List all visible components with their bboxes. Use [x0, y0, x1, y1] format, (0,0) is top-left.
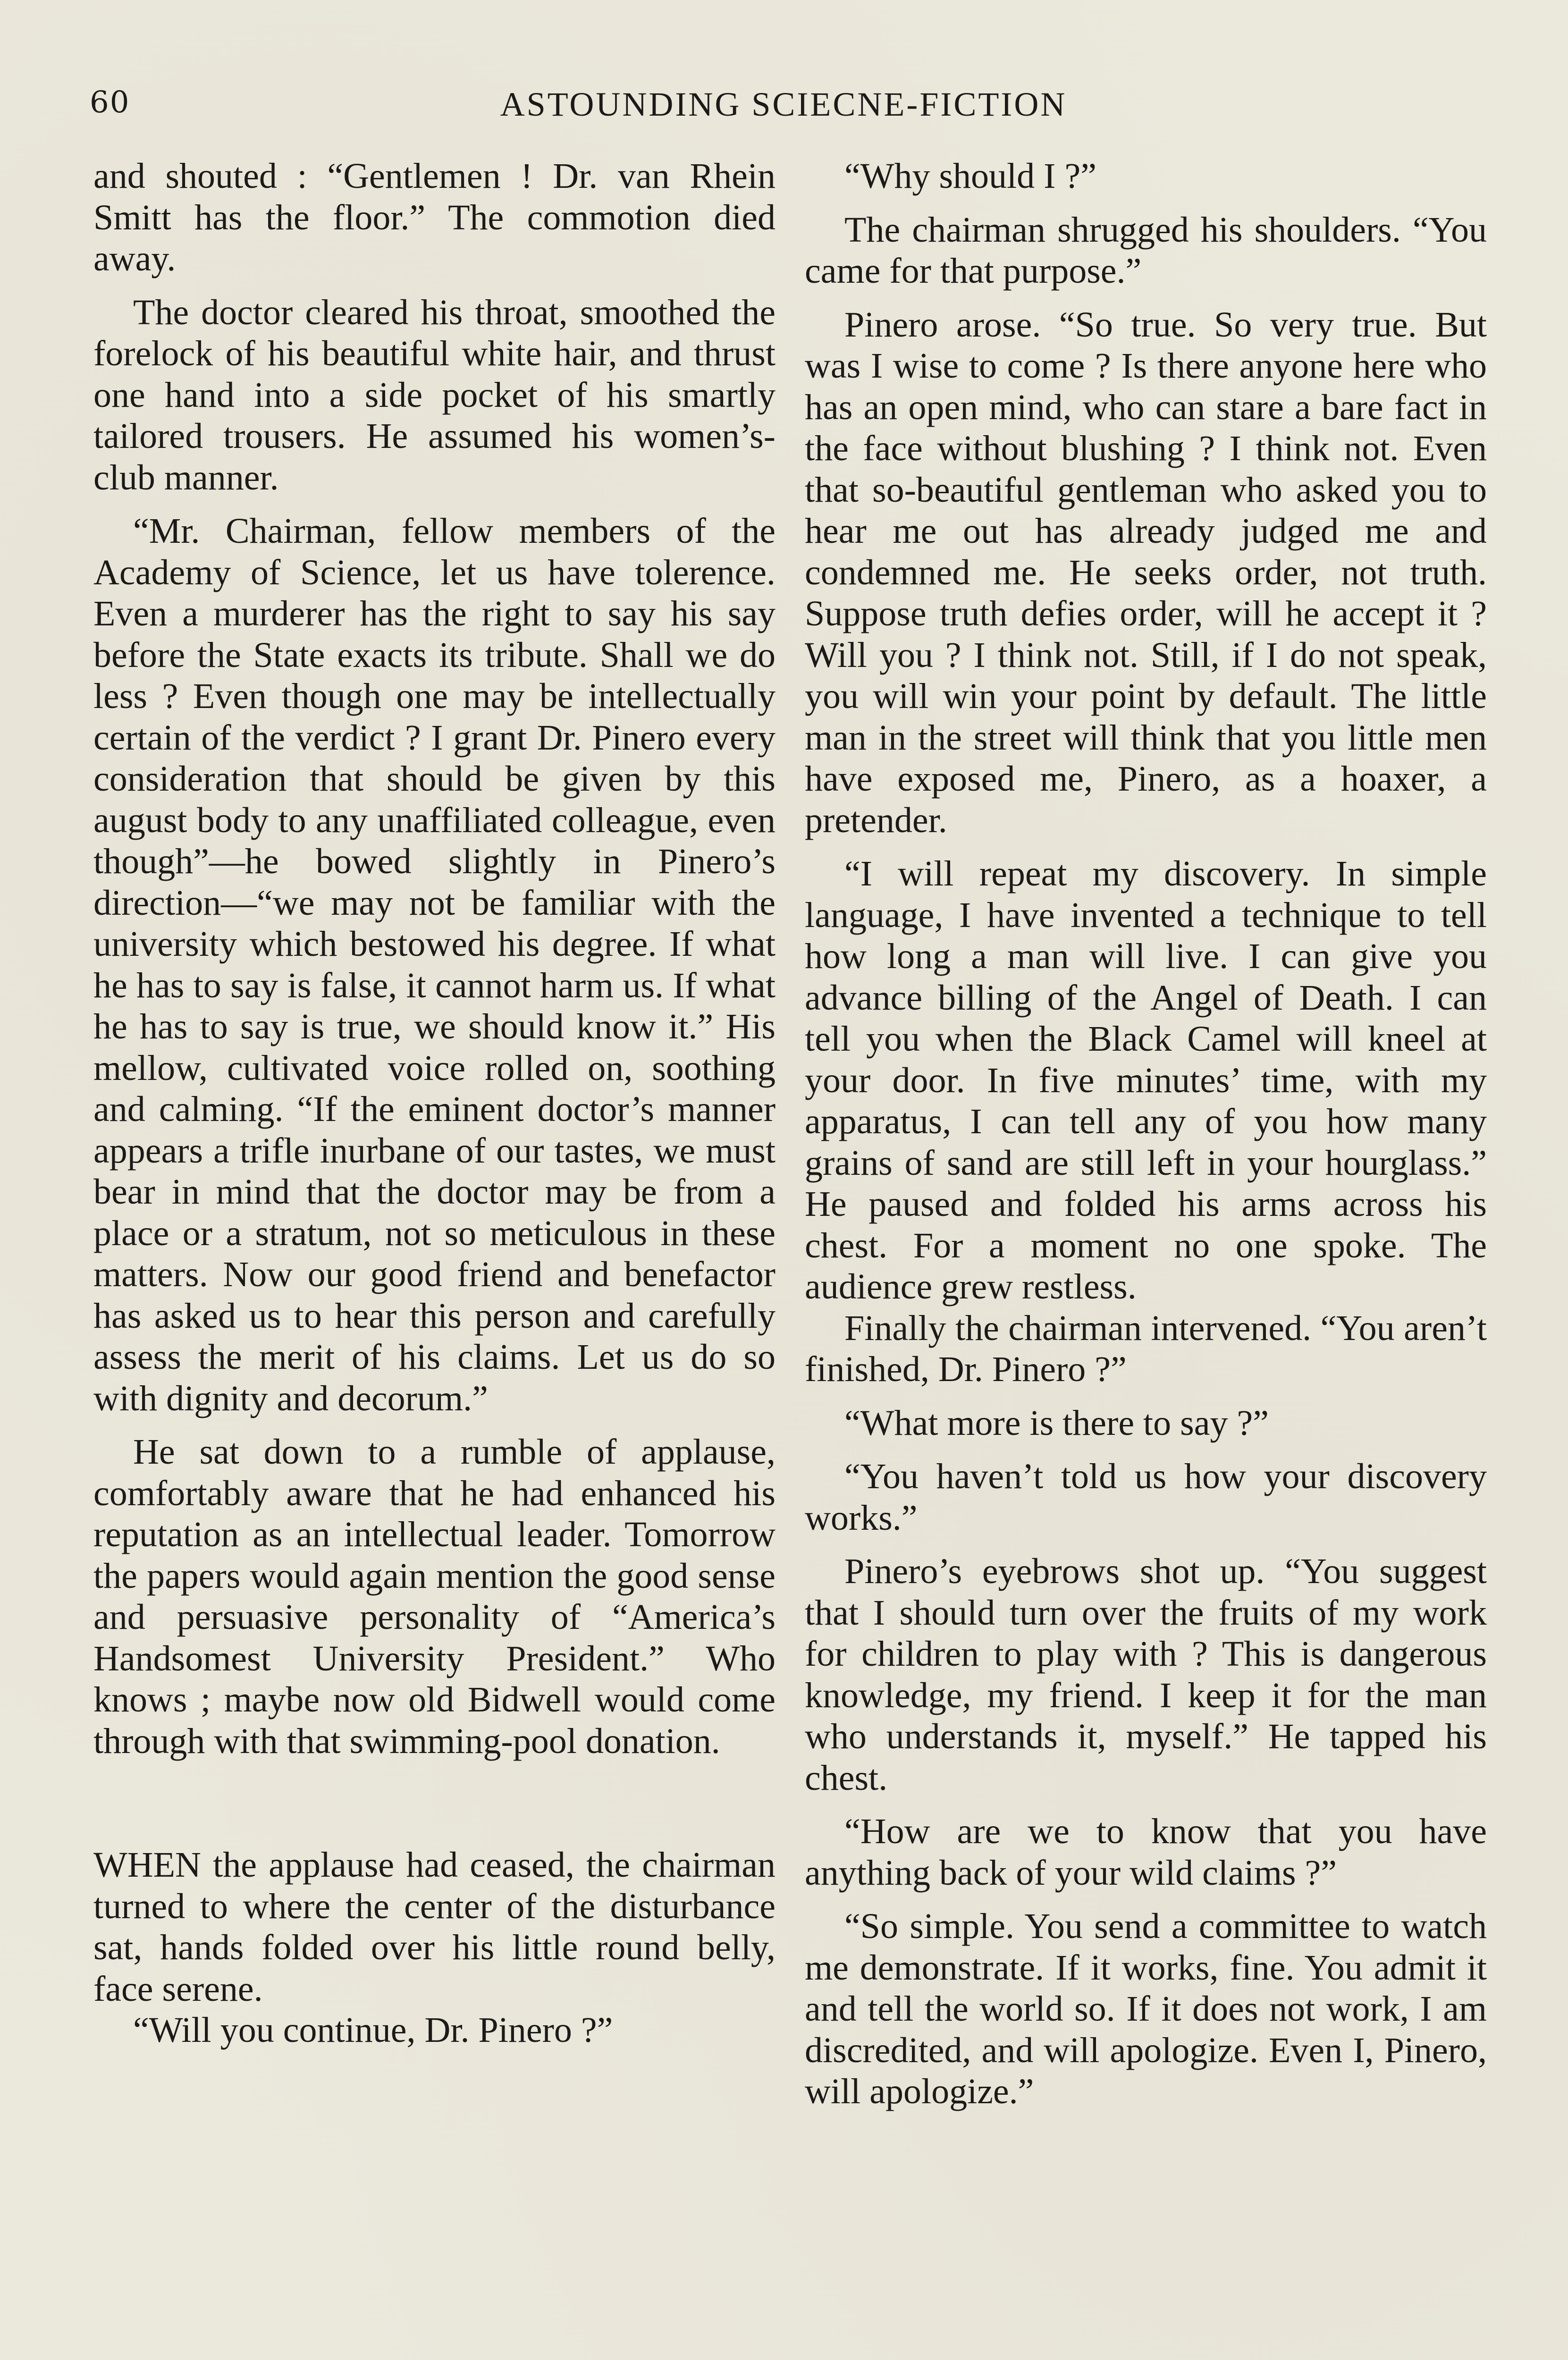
paragraph: The chairman shrugged his shoulders. “You came for that purpose.”	[805, 210, 1487, 291]
left-column	[93, 156, 776, 2051]
paragraph: and shouted : “Gentlemen ! Dr. van Rhein Smitt has the floor.” The commotion died away.	[93, 156, 776, 278]
paragraph: “Will you continue, Dr. Pinero ?”	[133, 2010, 613, 2050]
paragraph: He sat down to a rumble of applause, comfortably aware that he had enhanced his reputation as an intellectual leader. Tomorrow the papers would again mention the good sense and persuasive personality of “America’s Handsomest University President.” Who knows ; maybe now old Bidwell would come through with that swimming-pool donation.	[93, 1432, 776, 1761]
paragraph: “What more is there to say ?”	[844, 1403, 1269, 1443]
paragraph: “So simple. You send a committee to watch me demonstrate. If it works, fine. You admit it and tell the world so. If it does not work, I am discredited, and will apologize. Even I, Pinero, will apologize.”	[805, 1906, 1487, 2111]
page-header	[85, 80, 1482, 137]
paragraph: “You haven’t told us how your discovery works.”	[805, 1457, 1487, 1538]
paragraph: Pinero arose. “So true. So very true. But was I wise to come ? Is there anyone here who has an open mind, who can stare a bare fact in the face without blushing ? I think not. Even that so-beautiful gentleman who asked you to hear me out has already judged me and condemned me. He seeks order, not truth. Suppose truth defies order, will he accept it ? Will you ? I think not. Still, if I do not speak, you will win your point by default. The little man in the street will think that you little men have exposed me, Pinero, as a hoaxer, a pretender.	[805, 304, 1487, 840]
paragraph: Finally the chairman intervened. “You aren’t finished, Dr. Pinero ?”	[805, 1308, 1487, 1389]
paragraph: The doctor cleared his throat, smoothed the forelock of his beautiful white hair, and thrust one hand into a side pocket of his smartly tailored trousers. He assumed his women’s-club manner.	[93, 292, 776, 497]
running-title: ASTOUNDING SCIECNE-FICTION	[500, 85, 1067, 123]
paragraph: “I will repeat my discovery. In simple language, I have invented a technique to tell how long a man will live. I can give you advance billing of the Angel of Death. I can tell you when the Black Camel will kneel at your door. In five minutes’ time, with my apparatus, I can tell any of you how many grains of sand are still left in your hourglass.” He paused and folded his arms across his chest. For a moment no one spoke. The audience grew restless.	[805, 854, 1487, 1306]
paragraph: “Why should I ?”	[844, 156, 1096, 196]
right-column	[805, 156, 1487, 2113]
paragraph: “How are we to know that you have anything back of your wild claims ?”	[805, 1812, 1487, 1893]
paragraph: Pinero’s eyebrows shot up. “You suggest that I should turn over the fruits of my work for children to play with ? This is dangerous knowledge, my friend. I keep it for the man who understands it, myself.” He tapped his chest.	[805, 1551, 1487, 1798]
section-opening-paragraph: WHEN the applause had ceased, the chairman turned to where the center of the disturbance sat, hands folded over his little round belly, face serene.	[93, 1845, 776, 2009]
page-number: 60	[90, 85, 130, 120]
paragraph: “Mr. Chairman, fellow members of the Academy of Science, let us have tolerence. Even a murderer has the right to say his say before the State exacts its tribute. Shall we do less ? Even though one may be intellectually certain of the verdict ? I grant Dr. Pinero every consideration that should be given by this august body to any unaffiliated colleague, even though”—he bowed slightly in Pinero’s direction—“we may not be familiar with the university which bestowed his degree. If what he has to say is false, it cannot harm us. If what he has to say is true, we should know it.” His mellow, cultivated voice rolled on, soothing and calming. “If the eminent doctor’s manner appears a trifle inurbane of our tastes, we must bear in mind that the doctor may be from a place or a stratum, not so meticulous in these matters. Now our good friend and benefactor has asked us to hear this person and carefully assess the merit of his claims. Let us do so with dignity and decorum.”	[93, 511, 776, 1418]
